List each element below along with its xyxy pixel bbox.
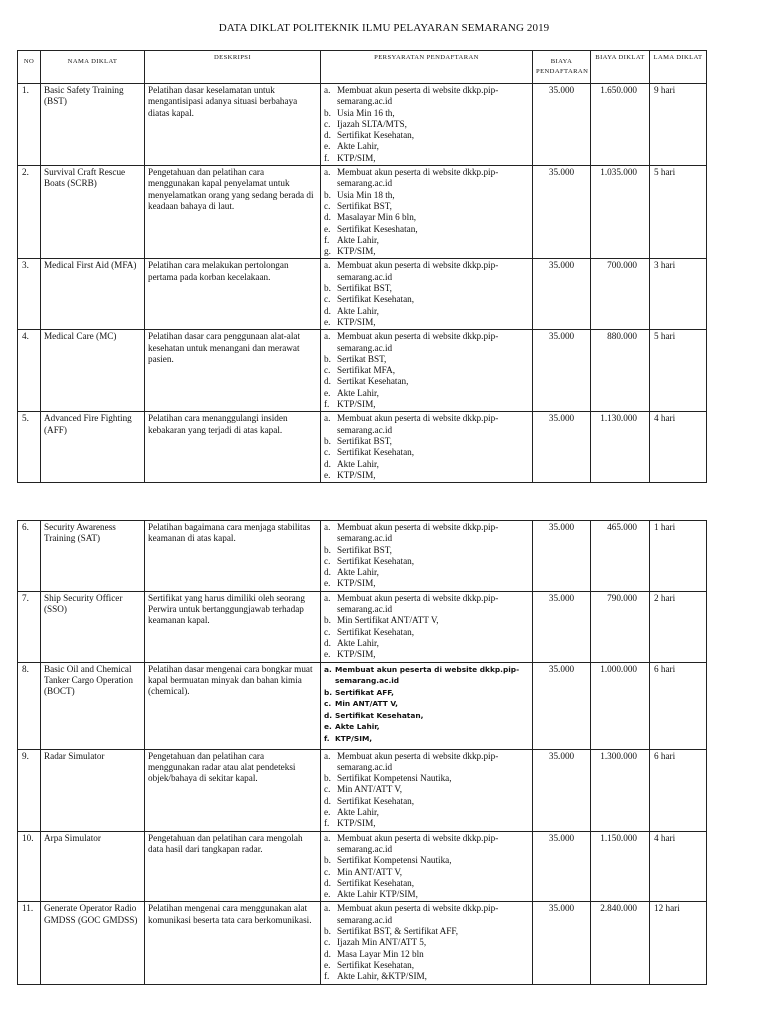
training-duration: 1 hari: [650, 521, 707, 592]
table-row: [18, 831, 707, 902]
requirement-text: Sertifikat Kesehatan,: [337, 626, 415, 637]
requirements-cell: [321, 591, 533, 662]
row-number: 3.: [18, 259, 41, 330]
header-persyaratan: PERSYARATAN PENDAFTARAN: [321, 51, 533, 84]
requirement-letter: b.: [324, 687, 333, 697]
requirement-item: [324, 354, 529, 365]
registration-fee: 35.000: [533, 412, 591, 483]
requirement-item: [324, 436, 529, 447]
requirement-letter: e.: [324, 722, 332, 732]
requirement-letter: c.: [324, 200, 331, 211]
requirement-letter: e.: [324, 223, 331, 234]
requirement-letter: f.: [324, 234, 330, 245]
training-table-part-2: [17, 520, 707, 985]
requirement-text: Akte Lahir,: [337, 807, 379, 818]
requirement-letter: c.: [324, 555, 331, 566]
requirement-letter: a.: [324, 750, 331, 761]
training-name: Arpa Simulator: [41, 831, 145, 902]
requirements-list: [324, 903, 529, 982]
requirement-item: [324, 167, 529, 190]
requirement-text: Membuat akun peserta di website dkkp.pip-semarang.ac.id: [337, 903, 499, 925]
requirement-item: [324, 971, 529, 982]
requirements-list: [324, 751, 529, 830]
requirement-item: [324, 926, 529, 937]
requirement-letter: b.: [324, 283, 331, 294]
requirement-letter: d.: [324, 877, 331, 888]
header-row: [18, 51, 707, 84]
requirement-text: Akte Lahir,: [337, 141, 379, 152]
requirement-text: Sertifikat BST,: [337, 200, 392, 211]
requirement-letter: e.: [324, 387, 331, 398]
requirements-list: [324, 833, 529, 901]
requirements-list: [324, 85, 529, 164]
training-fee: 1.150.000: [591, 831, 650, 902]
requirement-letter: a.: [324, 592, 331, 603]
registration-fee: 35.000: [533, 662, 591, 749]
row-number: 1.: [18, 84, 41, 166]
row-number: 10.: [18, 831, 41, 902]
training-description: Pelatihan dasar keselamatan untuk mengantisipasi adanya situasi berbahaya diatas kapal.: [145, 84, 321, 166]
training-duration: 3 hari: [650, 259, 707, 330]
requirement-letter: a.: [324, 664, 332, 674]
requirement-text: Sertifikat BST,: [337, 283, 392, 294]
requirement-item: [324, 903, 529, 926]
requirement-item: [324, 119, 529, 130]
requirement-text: Masalayar Min 6 bln,: [337, 212, 417, 223]
requirement-letter: c.: [324, 937, 331, 948]
table-row: [18, 521, 707, 592]
requirement-text: Membuat akun peserta di website dkkp.pip-semarang.ac.id: [337, 167, 499, 189]
table-row: [18, 84, 707, 166]
requirements-list: [324, 331, 529, 410]
training-name: Basic Safety Training (BST): [41, 84, 145, 166]
training-duration: 5 hari: [650, 330, 707, 412]
table-row: [18, 166, 707, 259]
requirement-text: Akte Lahir,: [337, 234, 379, 245]
requirement-item: [324, 108, 529, 119]
requirement-letter: b.: [324, 855, 331, 866]
requirement-letter: d.: [324, 305, 331, 316]
requirements-cell: [321, 749, 533, 831]
requirement-letter: b.: [324, 773, 331, 784]
training-duration: 4 hari: [650, 412, 707, 483]
requirement-item: [324, 224, 529, 235]
requirement-item: [324, 413, 529, 436]
header-lama-diklat: LAMA DIKLAT: [650, 51, 707, 84]
training-fee: 465.000: [591, 521, 650, 592]
requirement-item: [324, 212, 529, 223]
requirement-text: KTP/SIM,: [337, 649, 376, 660]
row-number: 8.: [18, 662, 41, 749]
requirement-letter: b.: [324, 615, 331, 626]
requirement-letter: e.: [324, 649, 331, 660]
requirement-item: [324, 470, 529, 481]
training-fee: 700.000: [591, 259, 650, 330]
requirement-item: [324, 638, 529, 649]
requirement-item: [324, 283, 529, 294]
training-name: Medical First Aid (MFA): [41, 259, 145, 330]
requirement-item: [324, 889, 529, 900]
training-fee: 790.000: [591, 591, 650, 662]
training-description: Pengetahuan dan pelatihan cara menggunakan kapal penyelamat untuk menyelamatkan orang yang sedang berada di keadaan bahaya di laut.: [145, 166, 321, 259]
row-number: 4.: [18, 330, 41, 412]
requirement-letter: c.: [324, 365, 331, 376]
requirement-item: [324, 937, 529, 948]
requirement-text: Sertifikat BST,: [337, 544, 392, 555]
requirement-item: [324, 698, 529, 710]
requirement-item: [324, 235, 529, 246]
requirement-text: Min Sertifikat ANT/ATT V,: [337, 615, 439, 626]
requirement-letter: a.: [324, 167, 331, 178]
requirement-item: [324, 556, 529, 567]
requirement-text: Akte Lahir,: [337, 387, 379, 398]
training-duration: 6 hari: [650, 662, 707, 749]
requirement-letter: d.: [324, 710, 333, 720]
requirements-cell: [321, 166, 533, 259]
requirement-item: [324, 721, 529, 733]
requirement-text: Akte Lahir,: [337, 567, 379, 578]
requirement-letter: a.: [324, 903, 331, 914]
training-duration: 12 hari: [650, 902, 707, 985]
requirement-letter: b.: [324, 926, 331, 937]
requirements-list: [324, 664, 529, 745]
requirement-item: [324, 960, 529, 971]
requirement-text: Akte Lahir,: [335, 722, 380, 732]
table-row: [18, 412, 707, 483]
training-fee: 1.130.000: [591, 412, 650, 483]
training-name: Medical Care (MC): [41, 330, 145, 412]
requirement-item: [324, 578, 529, 589]
requirement-text: Sertifikat MFA,: [337, 365, 396, 376]
requirement-letter: e.: [324, 889, 331, 900]
requirement-text: Sertifikat Kompetensi Nautika,: [337, 773, 452, 784]
requirement-item: [324, 190, 529, 201]
requirement-letter: c.: [324, 447, 331, 458]
training-description: Pengetahuan dan pelatihan cara menggunakan radar atau alat pendeteksi objek/bahaya di sekitar kapal.: [145, 749, 321, 831]
requirements-list: [324, 593, 529, 661]
requirement-letter: e.: [324, 141, 331, 152]
requirement-item: [324, 447, 529, 458]
requirement-text: Sertifikat Kesehatan,: [337, 959, 415, 970]
requirement-letter: d.: [324, 130, 331, 141]
training-description: Pelatihan bagaimana cara menjaga stabilitas keamanan di atas kapal.: [145, 521, 321, 592]
header-biaya-pendaftaran: BIAYA PENDAFTARAN: [533, 51, 591, 84]
training-name: Generate Operator Radio GMDSS (GOC GMDSS): [41, 902, 145, 985]
requirement-text: Sertifikat Kesehatan,: [337, 447, 415, 458]
requirement-letter: a.: [324, 832, 331, 843]
requirement-text: Masa Layar Min 12 bln: [337, 948, 424, 959]
requirement-letter: c.: [324, 699, 332, 709]
requirement-item: [324, 593, 529, 616]
requirement-text: Sertifikat BST,: [337, 435, 392, 446]
requirements-cell: [321, 521, 533, 592]
requirement-text: KTP/SIM,: [337, 152, 376, 163]
requirement-letter: d.: [324, 637, 331, 648]
requirement-letter: e.: [324, 578, 331, 589]
requirement-item: [324, 376, 529, 387]
requirement-item: [324, 459, 529, 470]
training-description: Pelatihan cara melakukan pertolongan pertama pada korban kecelakaan.: [145, 259, 321, 330]
requirement-letter: d.: [324, 376, 331, 387]
requirement-text: Ijazah SLTA/MTS,: [337, 118, 407, 129]
requirement-text: Min ANT/ATT V,: [335, 699, 398, 709]
requirements-list: [324, 413, 529, 481]
requirement-item: [324, 153, 529, 164]
requirement-letter: g.: [324, 246, 331, 257]
table-row: [18, 662, 707, 749]
requirement-letter: e.: [324, 469, 331, 480]
requirement-letter: a.: [324, 413, 331, 424]
row-number: 2.: [18, 166, 41, 259]
requirement-text: Membuat akun peserta di website dkkp.pip-semarang.ac.id: [337, 592, 499, 615]
requirement-letter: e.: [324, 807, 331, 818]
requirement-letter: f.: [324, 971, 330, 982]
requirement-item: [324, 85, 529, 108]
requirement-item: [324, 878, 529, 889]
requirement-text: Min ANT/ATT V,: [337, 784, 403, 795]
requirement-item: [324, 867, 529, 878]
document-title: DATA DIKLAT POLITEKNIK ILMU PELAYARAN SEMARANG 2019: [218, 22, 550, 34]
requirements-cell: [321, 330, 533, 412]
requirements-cell: [321, 662, 533, 749]
table-row: [18, 902, 707, 985]
requirement-text: Usia Min 18 th,: [337, 189, 395, 200]
requirement-text: Sertifikat Kesehatan,: [337, 294, 415, 305]
requirement-item: [324, 331, 529, 354]
requirement-text: Membuat akun peserta di website dkkp.pip-semarang.ac.id: [335, 664, 520, 686]
requirement-text: Membuat akun peserta di website dkkp.pip-semarang.ac.id: [337, 260, 499, 282]
requirement-item: [324, 317, 529, 328]
requirement-letter: f.: [324, 733, 330, 743]
requirement-item: [324, 399, 529, 410]
training-name: Security Awareness Training (SAT): [41, 521, 145, 592]
requirement-text: Ijazah Min ANT/ATT 5,: [337, 937, 427, 948]
requirement-text: Membuat akun peserta di website dkkp.pip-semarang.ac.id: [337, 331, 499, 353]
requirement-item: [324, 949, 529, 960]
requirement-letter: b.: [324, 189, 331, 200]
training-duration: 2 hari: [650, 591, 707, 662]
requirement-item: [324, 796, 529, 807]
requirement-letter: d.: [324, 795, 331, 806]
requirement-letter: b.: [324, 435, 331, 446]
training-name: Basic Oil and Chemical Tanker Cargo Operation (BOCT): [41, 662, 145, 749]
requirement-item: [324, 306, 529, 317]
requirement-item: [324, 294, 529, 305]
requirement-text: KTP/SIM,: [337, 399, 376, 410]
requirement-item: [324, 773, 529, 784]
training-description: Pelatihan dasar mengenai cara bongkar muat kapal bermuatan minyak dan bahan kimia (chemical).: [145, 662, 321, 749]
training-fee: 1.300.000: [591, 749, 650, 831]
requirement-text: Sertifikat Kompetensi Nautika,: [337, 855, 452, 866]
requirement-text: Sertifikat Kesehatan,: [337, 877, 415, 888]
registration-fee: 35.000: [533, 330, 591, 412]
training-duration: 9 hari: [650, 84, 707, 166]
requirements-cell: [321, 412, 533, 483]
training-duration: 4 hari: [650, 831, 707, 902]
requirement-letter: d.: [324, 567, 331, 578]
requirement-item: [324, 130, 529, 141]
requirement-item: [324, 733, 529, 745]
requirement-item: [324, 627, 529, 638]
registration-fee: 35.000: [533, 521, 591, 592]
requirement-letter: b.: [324, 353, 331, 364]
header-no: NO: [18, 51, 41, 84]
requirement-letter: c.: [324, 118, 331, 129]
requirement-letter: d.: [324, 948, 331, 959]
training-fee: 1.035.000: [591, 166, 650, 259]
requirement-text: Sertifikat Kesehatan,: [337, 795, 415, 806]
requirement-letter: a.: [324, 260, 331, 271]
requirement-letter: b.: [324, 544, 331, 555]
requirement-letter: b.: [324, 107, 331, 118]
requirement-text: Membuat akun peserta di website dkkp.pip-semarang.ac.id: [337, 832, 499, 854]
requirement-item: [324, 388, 529, 399]
registration-fee: 35.000: [533, 166, 591, 259]
table-row: [18, 259, 707, 330]
requirement-letter: f.: [324, 818, 330, 829]
requirements-cell: [321, 902, 533, 985]
requirement-letter: d.: [324, 212, 331, 223]
requirement-letter: f.: [324, 399, 330, 410]
requirement-letter: c.: [324, 626, 331, 637]
requirement-letter: c.: [324, 784, 331, 795]
requirement-text: KTP/SIM,: [337, 316, 376, 327]
requirement-text: Sertifikat BST, & Sertifikat AFF,: [337, 926, 459, 937]
registration-fee: 35.000: [533, 902, 591, 985]
row-number: 11.: [18, 902, 41, 985]
requirement-text: Akte Lahir,: [337, 305, 379, 316]
requirement-item: [324, 855, 529, 866]
registration-fee: 35.000: [533, 749, 591, 831]
table-row: [18, 330, 707, 412]
requirements-list: [324, 522, 529, 590]
requirement-letter: e.: [324, 316, 331, 327]
requirement-item: [324, 141, 529, 152]
requirement-text: Akte Lahir,: [337, 458, 379, 469]
training-table-part-1: [17, 50, 707, 483]
requirement-text: Sertifikat Keseshatan,: [337, 223, 418, 234]
training-duration: 5 hari: [650, 166, 707, 259]
training-fee: 1.650.000: [591, 84, 650, 166]
requirement-text: Usia Min 16 th,: [337, 107, 395, 118]
requirement-letter: a.: [324, 522, 331, 532]
requirement-item: [324, 818, 529, 829]
training-name: Ship Security Officer (SSO): [41, 591, 145, 662]
requirement-letter: d.: [324, 458, 331, 469]
header-nama-diklat: NAMA DIKLAT: [41, 51, 145, 84]
requirement-text: Membuat akun peserta di website dkkp.pip-semarang.ac.id: [337, 413, 499, 435]
requirement-text: Sertifikat Kesehatan,: [337, 555, 415, 566]
table-row: [18, 749, 707, 831]
requirement-text: Sertifikat Kesehatan,: [335, 710, 424, 720]
requirement-item: [324, 751, 529, 774]
requirement-item: [324, 246, 529, 257]
training-name: Radar Simulator: [41, 749, 145, 831]
requirement-text: Sertifikat Kesehatan,: [337, 130, 415, 141]
requirement-text: Membuat akun peserta di website dkkp.pip-semarang.ac.id: [337, 522, 499, 544]
training-description: Pelatihan cara menanggulangi insiden kebakaran yang terjadi di atas kapal.: [145, 412, 321, 483]
requirement-letter: f.: [324, 152, 330, 163]
training-description: Pelatihan mengenai cara menggunakan alat komunikasi beserta tata cara berkomunikasi.: [145, 902, 321, 985]
requirement-item: [324, 833, 529, 856]
header-deskripsi: DESKRIPSI: [145, 51, 321, 84]
requirement-text: Sertikat Kesehatan,: [337, 376, 409, 387]
requirement-item: [324, 545, 529, 556]
requirement-text: KTP/SIM,: [337, 818, 376, 829]
requirement-text: Sertikat BST,: [337, 353, 387, 364]
requirement-item: [324, 567, 529, 578]
requirements-cell: [321, 259, 533, 330]
requirement-text: Akte Lahir, &KTP/SIM,: [337, 971, 427, 982]
requirement-letter: c.: [324, 294, 331, 305]
requirement-item: [324, 365, 529, 376]
header-biaya-diklat: BIAYA DIKLAT: [591, 51, 650, 84]
training-fee: 880.000: [591, 330, 650, 412]
requirement-item: [324, 522, 529, 545]
requirement-item: [324, 260, 529, 283]
requirement-letter: a.: [324, 331, 331, 342]
requirements-list: [324, 167, 529, 257]
training-duration: 6 hari: [650, 749, 707, 831]
training-description: Sertifikat yang harus dimiliki oleh seorang Perwira untuk bertanggungjawab terhadap keamanan kapal.: [145, 591, 321, 662]
table-row: [18, 591, 707, 662]
requirement-letter: a.: [324, 85, 331, 95]
requirement-item: [324, 784, 529, 795]
requirement-item: [324, 687, 529, 699]
requirement-letter: c.: [324, 866, 331, 877]
requirement-item: [324, 615, 529, 626]
requirements-cell: [321, 84, 533, 166]
row-number: 9.: [18, 749, 41, 831]
training-fee: 1.000.000: [591, 662, 650, 749]
training-description: Pelatihan dasar cara penggunaan alat-alat kesehatan untuk menangani dan merawat pasien.: [145, 330, 321, 412]
row-number: 6.: [18, 521, 41, 592]
training-name: Advanced Fire Fighting (AFF): [41, 412, 145, 483]
registration-fee: 35.000: [533, 84, 591, 166]
requirement-item: [324, 807, 529, 818]
requirement-text: KTP/SIM,: [335, 733, 373, 743]
row-number: 7.: [18, 591, 41, 662]
registration-fee: 35.000: [533, 591, 591, 662]
requirement-item: [324, 710, 529, 722]
registration-fee: 35.000: [533, 831, 591, 902]
requirement-text: KTP/SIM,: [337, 469, 376, 480]
requirement-text: KTP/SIM,: [337, 578, 376, 589]
row-number: 5.: [18, 412, 41, 483]
requirement-text: Membuat akun peserta di website dkkp.pip-semarang.ac.id: [337, 750, 499, 772]
requirement-item: [324, 664, 529, 687]
requirement-text: Akte Lahir KTP/SIM,: [337, 889, 418, 900]
training-name: Survival Craft Rescue Boats (SCRB): [41, 166, 145, 259]
requirement-text: Min ANT/ATT V,: [337, 866, 403, 877]
requirement-letter: e.: [324, 959, 331, 970]
requirements-cell: [321, 831, 533, 902]
training-description: Pengetahuan dan pelatihan cara mengolah data hasil dari tangkapan radar.: [145, 831, 321, 902]
registration-fee: 35.000: [533, 259, 591, 330]
requirements-list: [324, 260, 529, 328]
requirement-item: [324, 649, 529, 660]
requirement-text: KTP/SIM,: [337, 246, 376, 257]
requirement-text: Membuat akun peserta di website dkkp.pip-semarang.ac.id: [337, 85, 499, 107]
requirement-text: Sertifikat AFF,: [335, 687, 394, 697]
training-fee: 2.840.000: [591, 902, 650, 985]
requirement-item: [324, 201, 529, 212]
requirement-text: Akte Lahir,: [337, 637, 379, 648]
